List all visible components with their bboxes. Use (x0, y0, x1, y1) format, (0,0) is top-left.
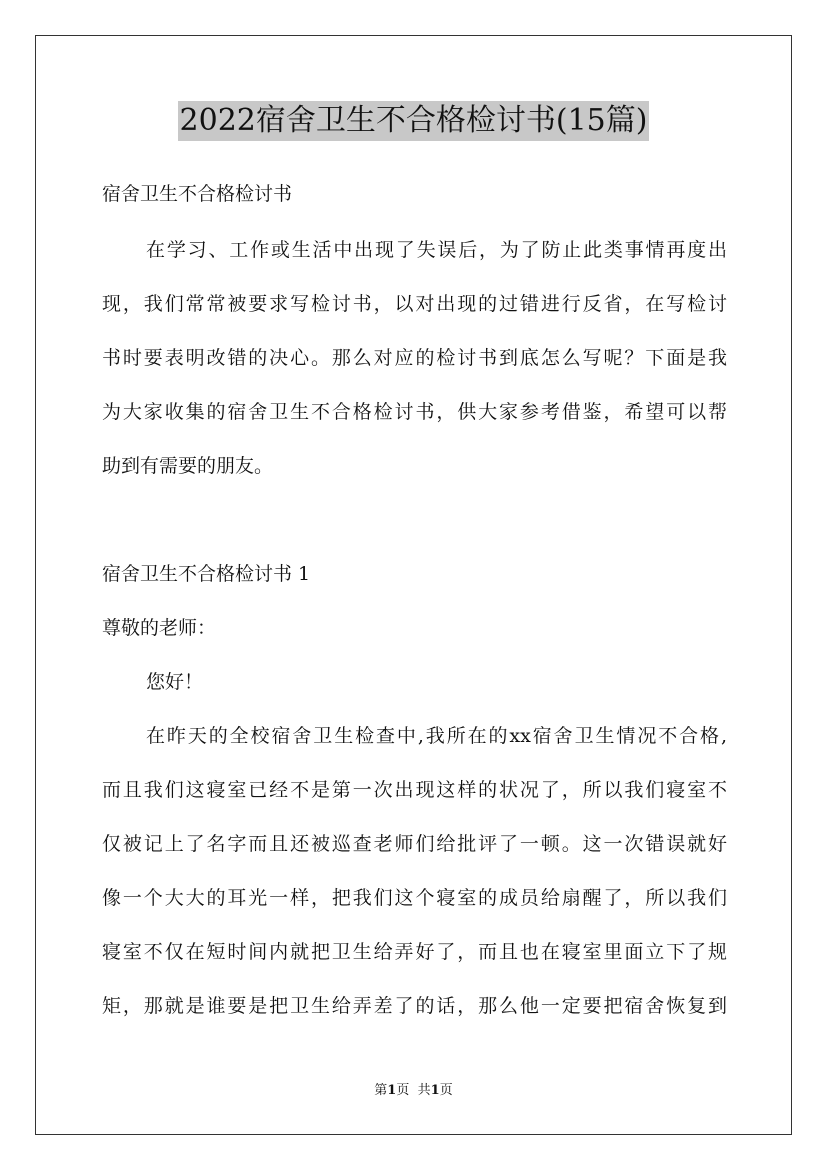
footer-page-suffix: 页 (396, 1083, 410, 1098)
intro-line-4: 为大家收集的宿舍卫生不合格检讨书，供大家参考借鉴，希望可以帮 (102, 401, 727, 423)
document-heading: 宿舍卫生不合格检讨书 (102, 183, 293, 205)
page-footer (0, 1082, 827, 1100)
salutation: 尊敬的老师： (102, 617, 217, 639)
intro-line-3: 书时要表明改错的决心。那么对应的检讨书到底怎么写呢？下面是我 (102, 347, 727, 369)
section-title: 宿舍卫生不合格检讨书 1 (102, 563, 311, 585)
intro-line-5: 助到有需要的朋友。 (102, 455, 274, 477)
body-line-6: 矩，那就是谁要是把卫生给弄差了的话，那么他一定要把宿舍恢复到 (102, 995, 727, 1017)
title-wrap (0, 101, 827, 141)
intro-line-1: 在学习、工作或生活中出现了失误后，为了防止此类事情再度出 (146, 239, 727, 261)
body-line-2: 而且我们这寝室已经不是第一次出现这样的状况了，所以我们寝室不 (102, 779, 727, 801)
document-title: 2022宿舍卫生不合格检讨书(15篇) (178, 101, 650, 141)
footer-total-prefix: 共 (417, 1083, 431, 1098)
footer-total-num: 1 (430, 1083, 440, 1098)
footer-page-prefix: 第 (374, 1083, 388, 1098)
footer-total-suffix: 页 (439, 1083, 453, 1098)
greeting: 您好！ (146, 671, 204, 693)
body-line-1: 在昨天的全校宿舍卫生检查中,我所在的xx宿舍卫生情况不合格, (146, 725, 727, 747)
body-line-5: 寝室不仅在短时间内就把卫生给弄好了，而且也在寝室里面立下了规 (102, 941, 727, 963)
body-line-4: 像一个大大的耳光一样，把我们这个寝室的成员给扇醒了，所以我们 (102, 887, 727, 909)
footer-page-num: 1 (387, 1083, 397, 1098)
body-line-3: 仅被记上了名字而且还被巡查老师们给批评了一顿。这一次错误就好 (102, 833, 727, 855)
intro-line-2: 现，我们常常被要求写检讨书，以对出现的过错进行反省，在写检讨 (102, 293, 727, 315)
